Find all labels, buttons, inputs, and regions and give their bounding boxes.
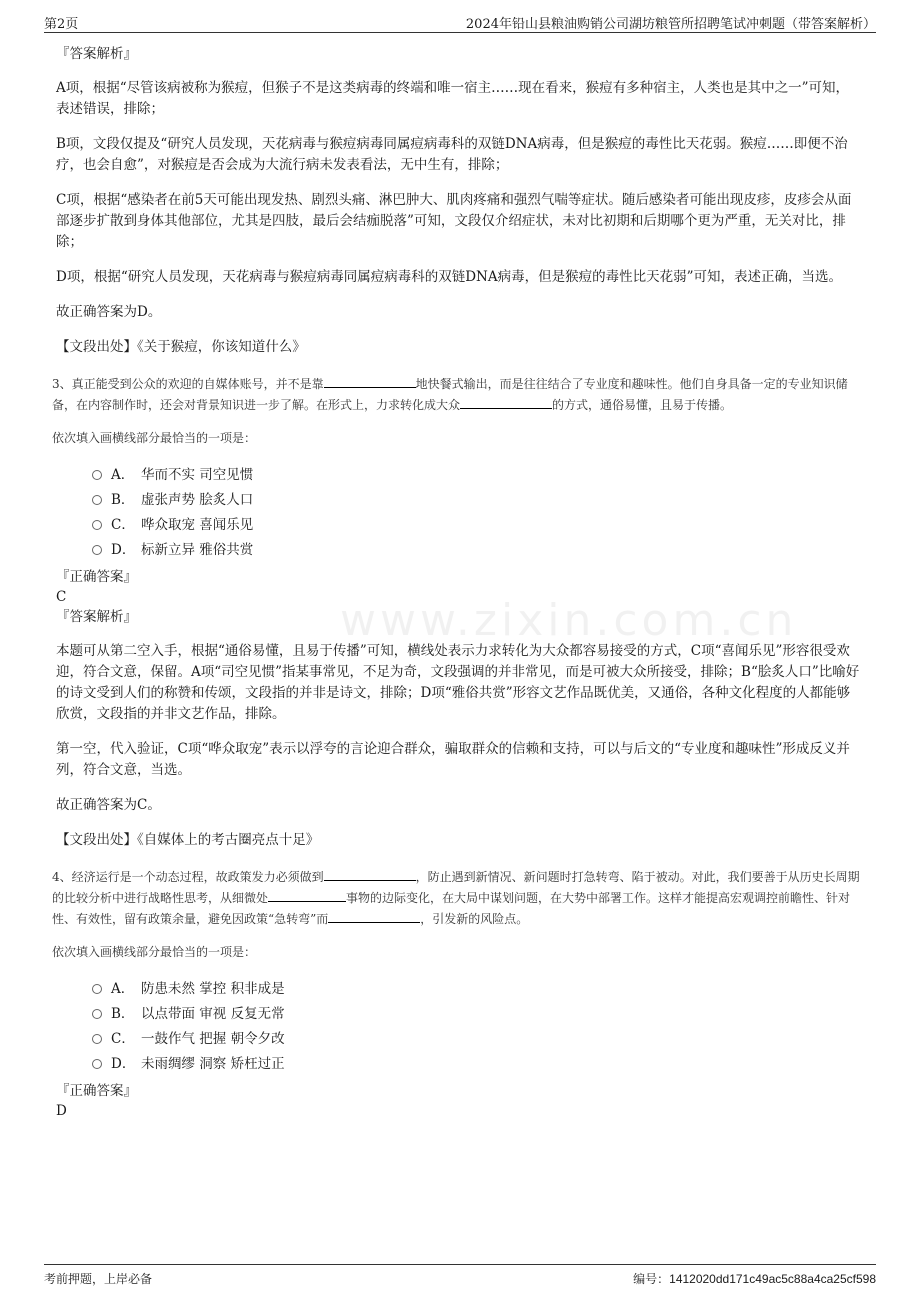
radio-icon[interactable] — [92, 470, 102, 480]
page-header — [44, 12, 876, 33]
source-citation: 【文段出处】《关于猴痘，你该知道什么》 — [56, 339, 306, 355]
source-citation: 【文段出处】《自媒体上的考古圈亮点十足》 — [56, 832, 320, 848]
option-list — [92, 463, 862, 563]
radio-icon[interactable] — [92, 984, 102, 994]
document-body — [52, 40, 862, 1121]
conclusion: 故正确答案为D。 — [56, 304, 162, 320]
fill-blank — [324, 376, 416, 388]
radio-icon[interactable] — [92, 520, 102, 530]
stem-text: 3、真正能受到公众的欢迎的自媒体账号，并不是靠 — [52, 377, 324, 391]
analysis-paragraph: 第一空，代入验证，C项“哗众取宠”表示以浮夸的言论迎合群众，骗取群众的信赖和支持，可以与后文的“专业度和趣味性”形成反义并列，符合文意，当选。 — [56, 741, 850, 778]
stem-text: 事物的边际变化，在大局中谋划问题，在大势中部署工作。这样才能提高宏观调控前瞻性、针对性、有效性，留有政策余量，避免因政策“急转弯”而 — [52, 891, 851, 926]
question-prompt: 依次填入画横线部分最恰当的一项是： — [52, 945, 257, 959]
analysis-paragraph: 本题可从第二空入手，根据“通俗易懂，且易于传播”可知，横线处表示力求转化为大众都容易接受的方式，C项“喜闻乐见”形容很受欢迎，符合文意，保留。A项“司空见惯”指某事常见，不足为奇，文段强调的并非常见，而是可被大众所接受，排除；B“脍炙人口”比喻好的诗文受到人们的称赞和传颂，文段指的并非是诗文，排除；D项“雅俗共赏”形容文艺作品既优美，又通俗，各种文化程度的人都能够欣赏，文段指的并非文艺作品，排除。 — [56, 643, 860, 722]
option-b[interactable]: B． 以点带面 审视 反复无常 — [92, 1002, 862, 1027]
option-c[interactable]: C． 一鼓作气 把握 朝令夕改 — [92, 1027, 862, 1052]
radio-icon[interactable] — [92, 1059, 102, 1069]
analysis-marker: 『答案解析』 — [56, 46, 137, 62]
option-list — [92, 977, 862, 1077]
option-c[interactable]: C． 哗众取宠 喜闻乐见 — [92, 513, 862, 538]
page-footer — [44, 1264, 876, 1287]
stem-text: 的方式，通俗易懂，且易于传播。 — [552, 398, 733, 412]
fill-blank — [460, 397, 552, 409]
fill-blank — [268, 890, 346, 902]
page-number: 第2页 — [44, 17, 79, 32]
analysis-paragraph: D项，根据“研究人员发现，天花病毒与猴痘病毒同属痘病毒科的双链DNA病毒，但是猴痘的毒性比天花弱”可知，表述正确，当选。 — [56, 269, 843, 285]
watermark: www.zixin.com.cn — [340, 595, 798, 646]
document-title: 2024年铅山县粮油购销公司湖坊粮管所招聘笔试冲刺题（带答案解析） — [465, 17, 876, 32]
analysis-paragraph: B项，文段仅提及“研究人员发现，天花病毒与猴痘病毒同属痘病毒科的双链DNA病毒，但是猴痘的毒性比天花弱。猴痘……即便不治疗，也会自愈”，对猴痘是否会成为大流行病未发表看法，无中生有，排除； — [56, 136, 848, 173]
question-stem — [52, 374, 862, 416]
stem-text: ，引发新的风险点。 — [420, 912, 529, 926]
stem-text: ，防止遇到新情况、新问题时打急转弯、陷于被动。对此，我们要善于从历史长周期的比较分析中进行战略性思考，从细微处 — [52, 870, 860, 905]
analysis-paragraph: A项，根据“尽管该病被称为猴痘，但猴子不是这类病毒的终端和唯一宿主……现在看来，猴痘有多种宿主，人类也是其中之一”可知，表述错误，排除； — [56, 80, 850, 117]
conclusion: 故正确答案为C。 — [56, 797, 161, 813]
footer-slogan: 考前押题，上岸必备 — [44, 1272, 153, 1286]
radio-icon[interactable] — [92, 495, 102, 505]
question-prompt: 依次填入画横线部分最恰当的一项是： — [52, 431, 257, 445]
option-a[interactable]: A． 防患未然 掌控 积非成是 — [92, 977, 862, 1002]
question-stem — [52, 867, 862, 930]
stem-text: 4、经济运行是一个动态过程，故政策发力必须做到 — [52, 870, 324, 884]
answer-marker: 『正确答案』 — [56, 1083, 137, 1099]
stem-text: 地快餐式输出，而是往往结合了专业度和趣味性。他们自身具备一定的专业知识储备，在内容制作时，还会对背景知识进一步了解。在形式上，力求转化成大众 — [52, 377, 848, 412]
option-b[interactable]: B． 虚张声势 脍炙人口 — [92, 488, 862, 513]
option-d[interactable]: D． 未雨绸缪 洞察 矫枉过正 — [92, 1052, 862, 1077]
analysis-paragraph: C项，根据“感染者在前5天可能出现发热、剧烈头痛、淋巴肿大、肌肉疼痛和强烈气喘等症状。随后感染者可能出现皮疹，皮疹会从面部逐步扩散到身体其他部位，尤其是四肢，最后会结痂脱落”可知，文段仅介绍症状，未对比初期和后期哪个更为严重，无关对比，排除； — [56, 192, 852, 250]
correct-answer: C — [56, 589, 67, 605]
fill-blank — [328, 911, 420, 923]
option-d[interactable]: D． 标新立异 雅俗共赏 — [92, 538, 862, 563]
radio-icon[interactable] — [92, 1009, 102, 1019]
radio-icon[interactable] — [92, 545, 102, 555]
radio-icon[interactable] — [92, 1034, 102, 1044]
fill-blank — [324, 869, 416, 881]
analysis-marker: 『答案解析』 — [56, 609, 137, 625]
option-a[interactable]: A． 华而不实 司空见惯 — [92, 463, 862, 488]
document-code: 编号：1412020dd171c49ac5c88a4ca25cf598 — [633, 1272, 876, 1286]
answer-marker: 『正确答案』 — [56, 569, 137, 585]
correct-answer: D — [56, 1103, 67, 1119]
